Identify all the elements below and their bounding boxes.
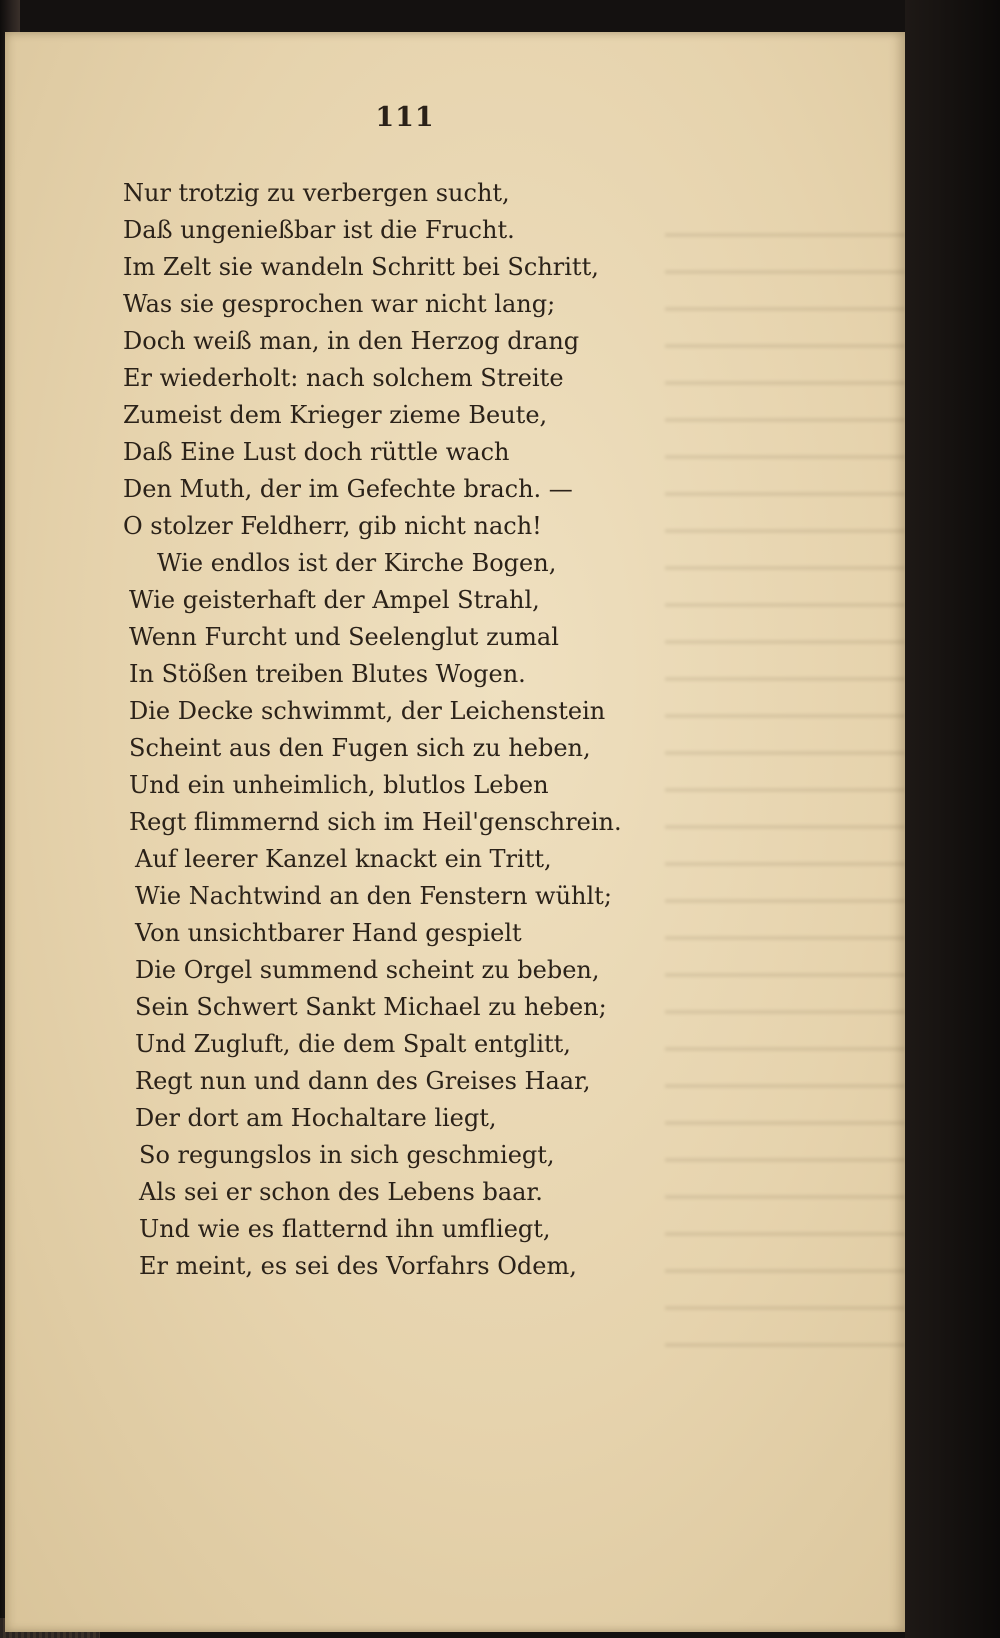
page-number: 111: [375, 102, 435, 133]
scan-background: [905, 0, 1000, 1638]
poem-line: Wie Nachtwind an den Fenstern wühlt;: [135, 882, 612, 910]
poem-line: Regt nun und dann des Greises Haar,: [135, 1067, 591, 1095]
poem-line: Wie endlos ist der Kirche Bogen,: [157, 549, 557, 577]
poem-line: Die Decke schwimmt, der Leichenstein: [129, 697, 606, 725]
book-page: [5, 32, 905, 1632]
poem-line: Scheint aus den Fugen sich zu heben,: [129, 734, 591, 762]
poem-line: Wenn Furcht und Seelenglut zumal: [129, 623, 559, 651]
poem-line: Was sie gesprochen war nicht lang;: [123, 290, 556, 318]
poem-line: Doch weiß man, in den Herzog drang: [123, 327, 580, 355]
poem-line: Den Muth, der im Gefechte brach. —: [123, 475, 573, 503]
poem-line: Und Zugluft, die dem Spalt entglitt,: [135, 1030, 571, 1058]
poem-line: Er wiederholt: nach solchem Streite: [123, 364, 564, 392]
poem-line: Als sei er schon des Lebens baar.: [139, 1178, 543, 1206]
poem-line: Und ein unheimlich, blutlos Leben: [129, 771, 549, 799]
poem-text: [123, 175, 683, 1285]
poem-line: Daß ungenießbar ist die Frucht.: [123, 216, 515, 244]
poem-line: Von unsichtbarer Hand gespielt: [135, 919, 522, 947]
poem-line: Im Zelt sie wandeln Schritt bei Schritt,: [123, 253, 599, 281]
show-through-text: [665, 207, 905, 1357]
poem-line: So regungslos in sich geschmiegt,: [139, 1141, 555, 1169]
poem-line: Regt flimmernd sich im Heil'genschrein.: [129, 808, 622, 836]
poem-line: Er meint, es sei des Vorfahrs Odem,: [139, 1252, 577, 1280]
poem-line: In Stößen treiben Blutes Wogen.: [129, 660, 526, 688]
poem-line: Wie geisterhaft der Ampel Strahl,: [129, 586, 540, 614]
poem-line: Und wie es flatternd ihn umfliegt,: [139, 1215, 551, 1243]
poem-line: Daß Eine Lust doch rüttle wach: [123, 438, 510, 466]
poem-line: Die Orgel summend scheint zu beben,: [135, 956, 600, 984]
poem-line: Der dort am Hochaltare liegt,: [135, 1104, 497, 1132]
poem-line: O stolzer Feldherr, gib nicht nach!: [123, 512, 542, 540]
poem-line: Zumeist dem Krieger zieme Beute,: [123, 401, 548, 429]
poem-line: Nur trotzig zu verbergen sucht,: [123, 179, 510, 207]
poem-line: Auf leerer Kanzel knackt ein Tritt,: [135, 845, 552, 873]
poem-line: Sein Schwert Sankt Michael zu heben;: [135, 993, 607, 1021]
